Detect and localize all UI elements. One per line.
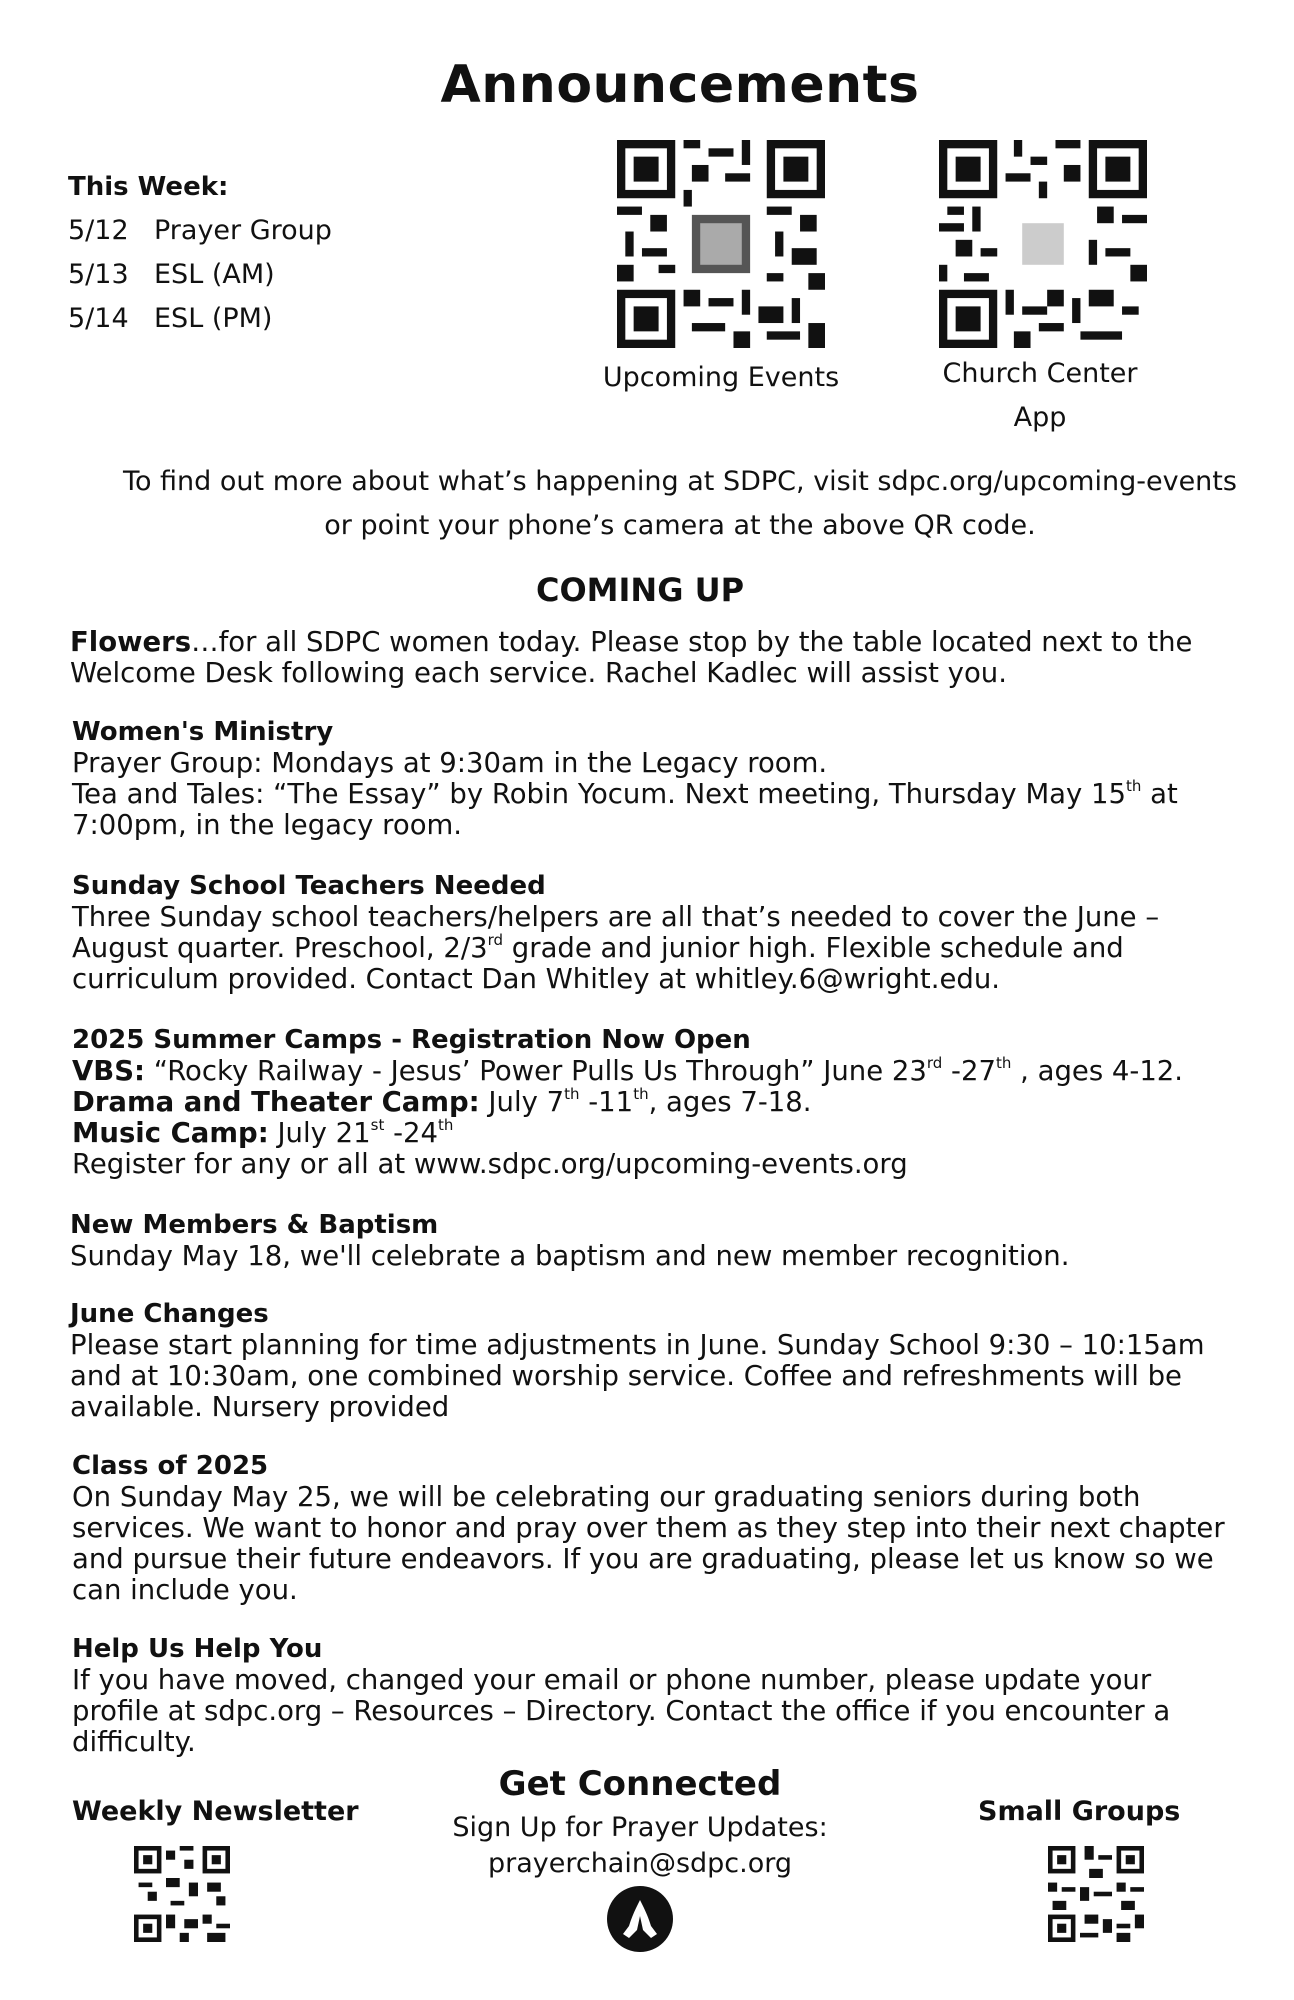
section-heading: June Changes [70,1299,269,1329]
list-item: 5/13 ESL (AM) [68,259,275,290]
intro-text: To find out more about what’s happening at SDPC, visit sdpc.org/upcoming-events or point your phone’s camera at the above QR code. [123,466,1237,541]
list-item: 5/14 ESL (PM) [68,303,273,334]
this-week-list [68,165,332,341]
coming-up-heading: COMING UP [535,571,745,609]
womens-ministry-announcement: Women's Ministry Prayer Group: Mondays at 9:30am in the Legacy room. Tea and Tales: “The Essay” by Robin Yocum. Next meeting, Thursday May 15th at 7:00pm, in the legacy room. [72,717,1272,841]
section-heading: 2025 Summer Camps - Registration Now Open [72,1025,751,1055]
page-title: Announcements [440,55,920,115]
sunday-school-announcement: Sunday School Teachers Needed Three Sunday school teachers/helpers are all that’s needed to cover the June – August quarter. Preschool, 2/3rd grade and junior high. Flexible schedule and curriculum provided. Contact Dan Whitley at whitley.6@wright.edu. [72,871,1272,995]
section-heading: Class of 2025 [72,1451,269,1481]
section-heading: Sunday School Teachers Needed [72,871,546,901]
this-week-heading: This Week: [68,172,229,202]
list-item: 5/12 Prayer Group [68,215,332,246]
flowers-announcement: Flowers…for all SDPC women today. Please stop by the table located next to the Welcome Desk following each service. Rachel Kadlec will assist you. [70,626,1193,689]
qr-code-icon [617,140,825,348]
small-groups-label: Small Groups [978,1796,1181,1827]
praying-hands-icon[interactable] [607,1886,673,1952]
church-center-caption: Church Center App [942,358,1138,433]
summer-camps-announcement: 2025 Summer Camps - Registration Now Open VBS: “Rocky Railway - Jesus’ Power Pulls Us Through” June 23rd -27th , ages 4-12. Drama and Theater Camp: July 7th -11th, ages 7-18. Music Camp: July 21st -24th Register for any or all at www.sdpc.org/upcoming-events.org [72,1025,1282,1180]
church-center-app-qr-code[interactable] [939,140,1147,352]
new-members-announcement: New Members & Baptism Sunday May 18, we'll celebrate a baptism and new member recognition. [70,1210,1270,1272]
class-of-2025-announcement: Class of 2025 On Sunday May 25, we will be celebrating our graduating seniors during both services. We want to honor and pray over them as they step into their next chapter and pursue their future endeavors. If you are graduating, please let us know so we can include you. [72,1451,1282,1606]
get-connected-heading: Get Connected [498,1764,782,1804]
upcoming-events-qr-code[interactable] [617,140,825,352]
weekly-newsletter-qr-code[interactable] [134,1846,230,1946]
section-heading: Help Us Help You [72,1634,323,1664]
qr-code-icon [1048,1846,1144,1942]
praying-hands-icon-graphic [607,1886,673,1952]
section-heading: Women's Ministry [72,717,334,747]
qr-code-icon [134,1846,230,1942]
june-changes-announcement: June Changes Please start planning for time adjustments in June. Sunday School 9:30 – 10:15am and at 10:30am, one combined worship service. Coffee and refreshments will be available. Nursery provided [70,1299,1280,1423]
weekly-newsletter-label: Weekly Newsletter [72,1796,359,1827]
upcoming-events-caption: Upcoming Events [602,362,840,393]
prayer-updates-text: Sign Up for Prayer Updates: prayerchain@sdpc.org [452,1812,828,1879]
help-us-announcement: Help Us Help You If you have moved, changed your email or phone number, please update your profile at sdpc.org – Resources – Directory. Contact the office if you encounter a difficulty. [72,1634,1272,1758]
section-heading: New Members & Baptism [70,1210,439,1240]
small-groups-qr-code[interactable] [1048,1846,1144,1946]
qr-code-icon [939,140,1147,348]
